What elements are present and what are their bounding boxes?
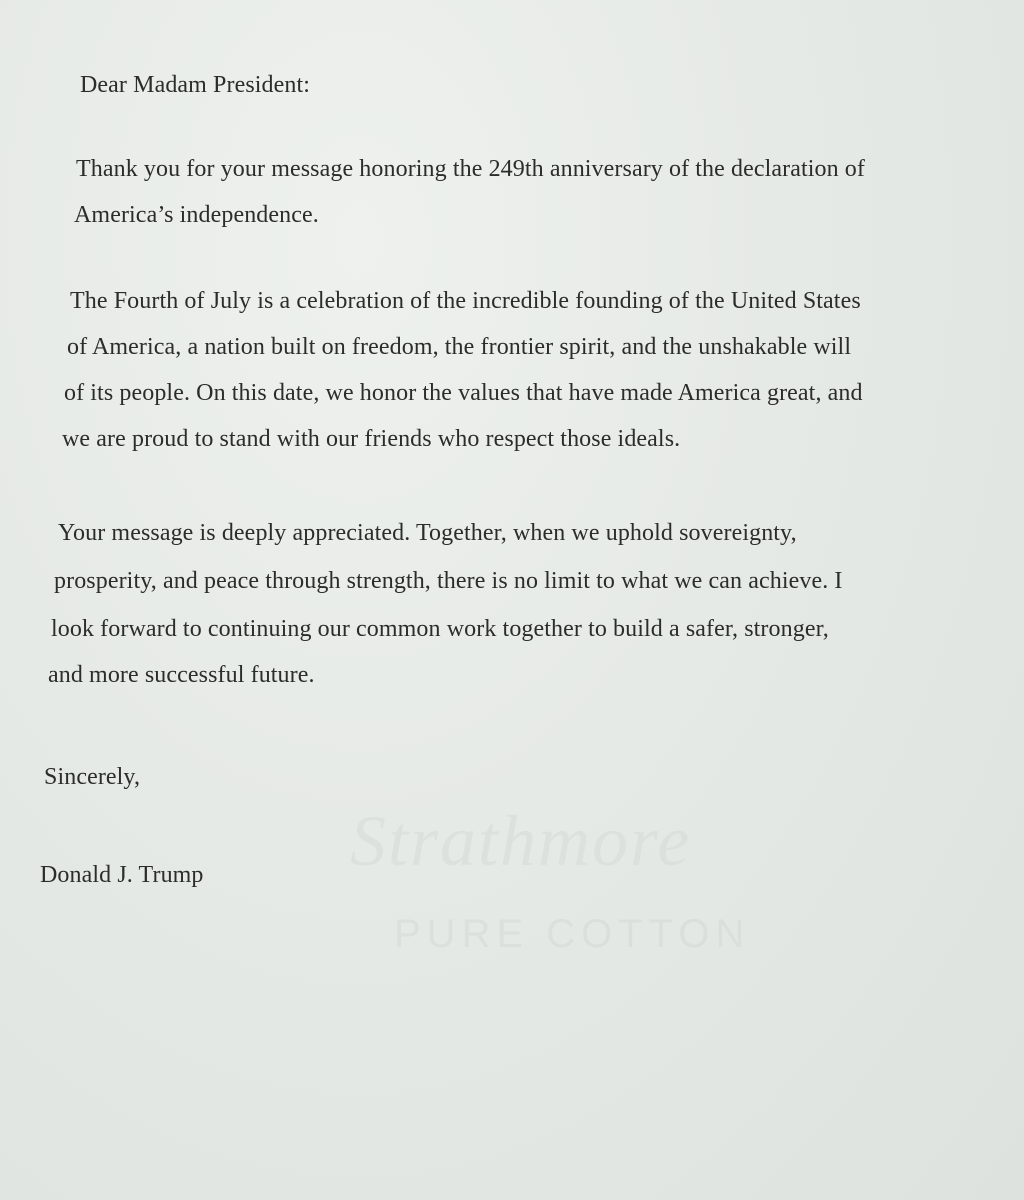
paragraph-2-line-1: The Fourth of July is a celebration of the incredible founding of the United States [70,288,861,314]
closing: Sincerely, [44,764,141,790]
paragraph-2-line-4: we are proud to stand with our friends who respect those ideals. [62,426,681,452]
watermark-brand: Strathmore [350,801,692,881]
paragraph-3-line-3: look forward to continuing our common work together to build a safer, stronger, [51,616,829,642]
paragraph-2-line-3: of its people. On this date, we honor the values that have made America great, and [64,380,863,406]
paper-watermark [330,800,850,980]
paragraph-3-line-1: Your message is deeply appreciated. Together, when we uphold sovereignty, [58,520,797,546]
watermark-material: PURE COTTON [394,912,751,956]
paragraph-2-line-2: of America, a nation built on freedom, the frontier spirit, and the unshakable will [67,334,852,360]
paragraph-3-line-2: prosperity, and peace through strength, there is no limit to what we can achieve. I [54,568,843,594]
salutation: Dear Madam President: [80,72,311,98]
paragraph-1-line-2: America’s independence. [74,202,319,228]
signatory-name: Donald J. Trump [40,862,204,888]
paragraph-3-line-4: and more successful future. [48,662,315,688]
paragraph-1-line-1: Thank you for your message honoring the 249th anniversary of the declaration of [76,156,866,182]
